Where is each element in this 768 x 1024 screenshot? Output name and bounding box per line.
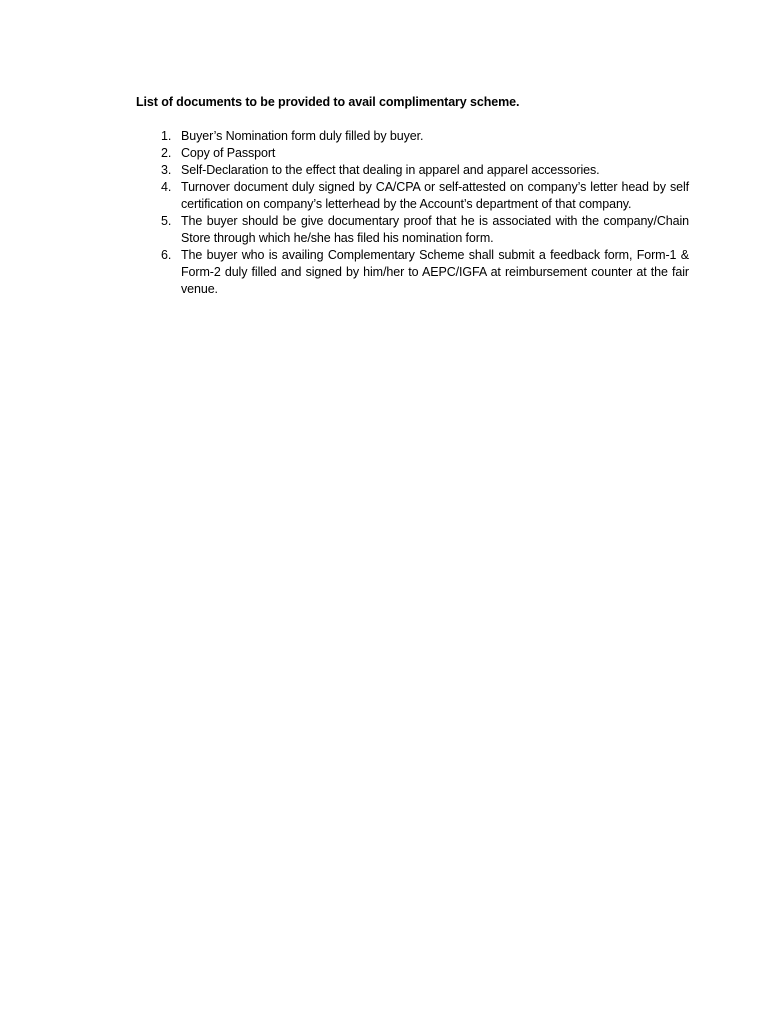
list-item-text: Copy of Passport (181, 146, 276, 160)
list-item-number: 6. (161, 248, 172, 262)
list-item (136, 162, 689, 179)
list-item-number: 2. (161, 146, 172, 160)
list-item-text: The buyer who is availing Complementary Scheme shall submit a feedback form, Form-1 & Form-2 duly filled and signed by him/her to AEPC/IGFA at reimbursement counter at the fair venue. (181, 248, 689, 296)
list-item (136, 213, 689, 247)
list-item-number: 4. (161, 180, 172, 194)
list-item (136, 247, 689, 298)
list-item-text: Turnover document duly signed by CA/CPA or self-attested on company’s letter head by self certification on company’s letterhead by the Account’s department of that company. (181, 180, 689, 211)
document-heading: List of documents to be provided to avail complimentary scheme. (136, 95, 520, 109)
list-item (136, 128, 689, 145)
list-item-text: The buyer should be give documentary proof that he is associated with the company/Chain Store through which he/she has filed his nomination form. (181, 214, 689, 245)
list-item-number: 3. (161, 163, 172, 177)
list-item-number: 1. (161, 129, 172, 143)
documents-list (136, 128, 689, 298)
list-item-number: 5. (161, 214, 172, 228)
list-item (136, 145, 689, 162)
list-item-text: Buyer’s Nomination form duly filled by buyer. (181, 129, 424, 143)
list-item-text: Self-Declaration to the effect that dealing in apparel and apparel accessories. (181, 163, 600, 177)
list-item (136, 179, 689, 213)
